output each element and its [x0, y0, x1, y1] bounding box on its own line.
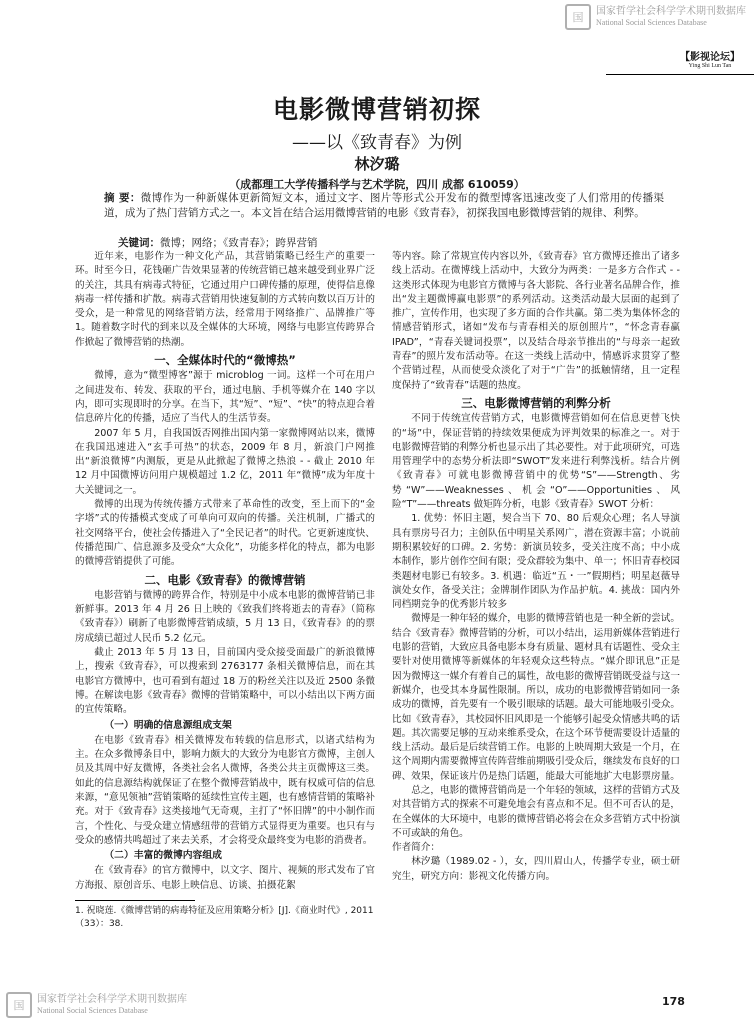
keywords — [118, 236, 658, 251]
watermark-cn: 国家哲学社会科学学术期刊数据库 — [596, 6, 746, 17]
paragraph: 不同于传统宣传营销方式，电影微博营销如何在信息更替飞快的“场”中，保证营销的持续效果便成为评判效果的标准之一。对于电影微博营销的利弊分析也显示出了其必要性。对于此项研究，可选用管理学中的态势分析法即“SWOT”发来进行利弊浅析。结合片例《致青春》可就电影微博营销中的优势“S”——Strength、劣势“W”——Weaknesses、机会“O”——Opportunities、风险“T”——threats 做矩阵分析，电影《致青春》SWOT 分析： — [392, 413, 680, 511]
footnote-rule — [75, 900, 195, 901]
abstract-label: 摘 要： — [104, 192, 141, 204]
paragraph: 近年来，电影作为一种文化产品，其营销策略已经生产的重要一环。时至今日，花钱砸广告效果显著的传统营销已越来越受到业界广泛的关注，其具有病毒式特征，它通过用户口碑传播的原理，使得信息像病毒一样传播和扩散。病毒式营销用快速复制的方式转向数以百万计的受众，是一种常见的网络营销方法，经常用于网络推广、品牌推广等 1。随着数字时代的到来以及全媒体的大环境，网络与电影宣传跨界合作掀起了微博营销的热潮。 — [75, 251, 375, 348]
column-tag — [680, 48, 740, 69]
footnote-text: 1. 祝晓莲.《微博营销的病毒特征及应用策略分析》[J].《商业时代》, 2011（33）：38. — [75, 906, 374, 929]
header-rule — [606, 74, 754, 75]
paragraph: 作者简介： — [392, 842, 440, 854]
paragraph: 2007 年 5 月，自我国饭否网推出国内第一家微博网站以来，微博在我国迅速进入“玄手可热”的状态，2009 年 8 月，新浪门户网推出“新浪微博”内测版，更是从此掀起了微博之热浪 - - 截止 2010 年 12 月中国微博访问用户规模超过 1.2 亿，2011 年“微博”成为年度十大关键词之一。 — [75, 427, 375, 496]
paragraph: 微博是一种年轻的媒介，电影的微博营销也是一种全新的尝试。结合《致青春》微博营销的分析，可以小结出，运用新媒体营销进行电影的营销，大致应具备电影本身有质量、题材具有话题性、受众主要针对使用微博等新媒体的年轻观众这些特点。“媒介即讯息”正是因为微博这一媒介有着自己的属性，故电影的微博营销既受益与这一新媒介，也受其本身属性限制。所以，成功的电影微博营销如同一条成功的微博，首先要有一个吸引眼球的话题。最大可能地吸引受众。比如《致青春》，其校园怀旧风即是一个能够引起受众情感共鸣的话题。其次需要足够的互动来维系受众，在这个环节便需要设计适量的线上活动。最后是后续营销工作。电影的上映周期大致是一个月，在这个周期内需要微博宣传阵营维前期吸引受众后，继续发布良好的口碑、效果，保证该片仍是热门话题，能最大可能地扩大电影票房量。 — [392, 613, 680, 782]
author-affiliation: （成都理工大学传播科学与艺术学院，四川 成都 610059） — [229, 178, 525, 191]
abstract — [104, 191, 664, 221]
section-heading: 一、全媒体时代的“微博热” — [154, 353, 296, 368]
article-title: 电影微博营销初探 — [272, 95, 481, 124]
footnote — [75, 900, 375, 931]
abstract-text: 微博作为一种新媒体更新简短文本，通过文字、图片等形式公开发布的微型博客迅速改变了人们常用的传播渠道，成为了热门营销方式之一。本文旨在结合运用微博营销的电影《致青春》，初探我国电影微博营销的规律、利弊。 — [104, 192, 665, 219]
paragraph: 总之，电影的微博营销尚是一个年轻的领域，这样的营销方式及对其营销方式的探索不可避免地会有喜点和不足。但不可否认的是，在全媒体的大环境中，电影的微博营销必将会在众多营销方式中扮演不可或缺的角色。 — [392, 784, 680, 839]
watermark-en: National Social Sciences Database — [37, 1006, 148, 1015]
right-column — [392, 250, 680, 884]
database-logo-icon: 国 — [6, 992, 32, 1018]
watermark-top — [565, 4, 746, 30]
paragraph: 电影营销与微博的跨界合作，特别是中小成本电影的微博营销已非新鲜事。2013 年 4 月 26 日上映的《致我们终将逝去的青春》（简称《致青春》）刷新了电影微博营销成绩，5 月 13 日，《致青春》的的票房成绩已超过人民币 5.2 亿元。 — [75, 589, 375, 644]
subsection-heading: （一）明确的信息源组成支架 — [104, 719, 232, 731]
paragraph: 微博，意为“微型博客”源于 microblog 一词。这样一个可在用户之间进发布、转发、获取的平台，通过电脑、手机等媒介在 140 字以内，即可实现即时的分享。在当下，其“短”、“短”、“快”的特点迎合着信息碎片化的传播，适应了当代人的生活节奏。 — [75, 370, 375, 425]
subsection-heading: （二）丰富的微博内容组成 — [104, 850, 222, 862]
database-logo-icon: 国 — [565, 4, 591, 30]
watermark-cn: 国家哲学社会科学学术期刊数据库 — [37, 994, 187, 1005]
paragraph: 在电影《致青春》相关微博发布转载的信息形式，以诸式结构为主。在众多微博条目中，影响力颇大的大致分为电影官方微博，主创人员及其周中好友微博，各类社会名人微博，各类公共主页微博这三类。如此的信息源结构就保证了在整个微博营销战中，既有权威可信的信息来源，“意见领袖”营销策略的延续性宣传主题，也有感情营销的策略补充。对于《致青春》这类接地气无奇观，主打了“怀旧牌”的中小制作而言，个性化、与受众建立情感纽带的营销方式显得更为重要。也只有与受众的感情共鸣超过了来去关系，才会将受众最终变为电影的消费者。 — [75, 734, 375, 846]
section-heading: 二、电影《致青春》的微博营销 — [144, 572, 306, 587]
keywords-text: 微博；网络；《致青春》；跨界营销 — [160, 237, 318, 249]
watermark-bottom — [6, 992, 187, 1018]
article-subtitle: ——以《致青春》为例 — [292, 133, 462, 153]
watermark-en: National Social Sciences Database — [596, 18, 707, 27]
paragraph: 林汐璐（1989.02 - ），女，四川眉山人，传播学专业，硕士研究生，研究方向：影视文化传播方向。 — [392, 856, 680, 882]
paragraph: 在《致青春》的官方微博中，以文字、图片、视频的形式发布了官方海报、原创音乐、电影上映信息、访谈、拍摄花絮 — [75, 865, 375, 891]
column-tag-pinyin: Ying Shi Lun Tan — [688, 63, 732, 69]
left-column — [75, 250, 375, 893]
section-heading: 三、电影微博营销的利弊分析 — [461, 395, 611, 410]
paragraph: 截止 2013 年 5 月 13 日，目前国内受众接受面最广的新浪微博上，搜索《致青春》，可以搜索到 2763177 条相关微博信息，而在其电影官方微博中，也可看到有超过 18 万的粉丝关注以及近 2500 条微博。在解读电影《致青春》微博的营销策略中，可以小结出以下两方面的宣传策略。 — [75, 647, 375, 716]
author-name: 林汐璐 — [354, 155, 400, 173]
column-tag-cn: 【影视论坛】 — [680, 52, 740, 63]
page-number: 178 — [662, 995, 685, 1008]
keywords-label: 关键词： — [118, 237, 160, 249]
paragraph: 微博的出现为传统传播方式带来了革命性的改变，至上而下的“金字塔”式的传播模式变成了可单向可双向的传播。关注机制，广播式的社交网络平台，使社会传播进入了“全民记者”的时代。它更新速度快、传播范围广、信息源多及受众“大众化”，功能多样化的特点，都为电影的微博营销提供了可能。 — [75, 499, 375, 568]
paragraph: 等内容。除了常规宣传内容以外，《致青春》官方微博还推出了诸多线上活动。在微博线上活动中，大致分为两类：一是多方合作式 - - 这类形式体现为电影官方微博与各大影院、各行业著名品牌合作，推出“发主题微博赢电影票”的系列活动。这类活动最大层面的起到了推广，宣传作用，也实现了多方面的合作共赢。第二类为集体怀念的情感营销形式，诸如“发布与青春相关的原创照片”，“怀念青春赢 IPAD”，“青春关键词投票”，以及结合母亲节推出的“与母亲一起致青春”的照片发布活动等。在这一类线上活动中，情感诉求贯穿了整个营销过程，从而使受众淡化了对于“广告”的抵触情绪，且一定程度保持了“致青春”话题的热度。 — [392, 251, 680, 391]
paragraph: 1. 优势：怀旧主题，契合当下 70、80 后观众心理；名人导演具有票房号召力；主创队伍中明星关系网广，潜在资源丰富；小说前期积累较好的口碑。2. 劣势：新演员较多，受关注度不高；中小成本制作，影片创作空间有限；受众群较为集中、单一；怀旧青春校园类题材电影已有较多。3. 机遇：临近“五・一”假期档；明星赵薇导演处女作，备受关注；金牌制作团队为作品护航。4. 挑战：国内外同档期竞争的优秀影片较多 — [392, 513, 680, 611]
